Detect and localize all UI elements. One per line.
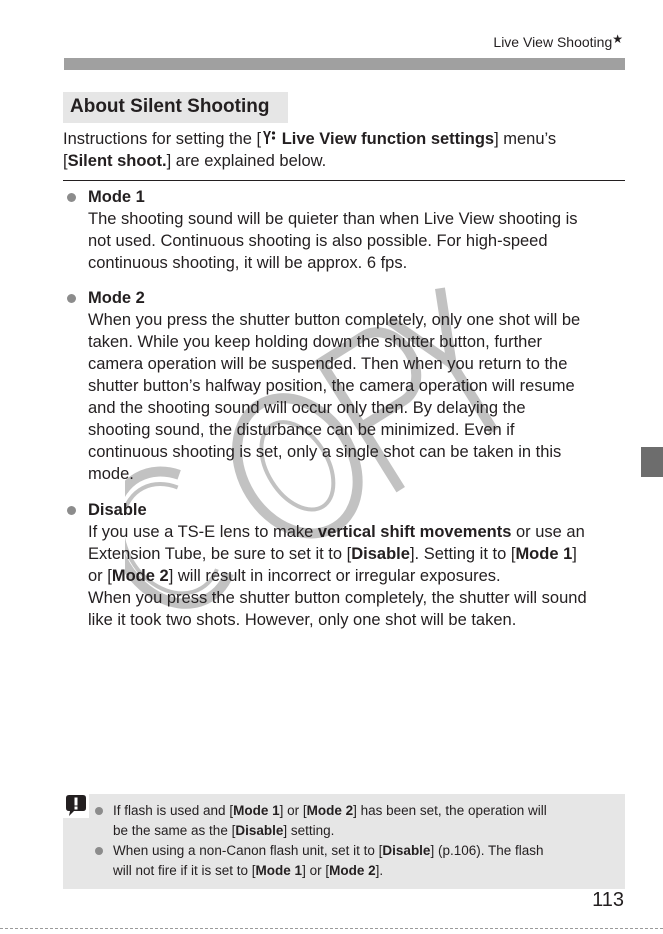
bullet-icon — [67, 193, 76, 202]
running-header-text: Live View Shooting — [493, 34, 613, 50]
item-text-line: shutter button’s halfway position, the camera operation will resume — [88, 377, 575, 395]
star-icon: ★ — [612, 32, 623, 46]
wrench-icon — [261, 130, 277, 145]
item-text-line: like it took two shots. However, only one shot will be taken. — [88, 611, 517, 629]
page-number: 113 — [592, 889, 624, 911]
section-title-tab — [63, 92, 288, 123]
item-text-line: continuous shooting, it will be approx. 6 fps. — [88, 254, 408, 272]
bullet-icon — [95, 847, 103, 855]
item-text-line: or [Mode 2] will result in incorrect or irregular exposures. — [88, 567, 501, 585]
bullet-icon — [67, 294, 76, 303]
intro-text: Instructions for setting the [ — [63, 130, 262, 148]
item-title: Mode 1 — [88, 188, 145, 206]
section-title: About Silent Shooting — [70, 96, 270, 117]
running-header — [493, 34, 623, 50]
item-text-line: mode. — [88, 465, 134, 483]
item-text-line: If you use a TS-E lens to make vertical shift movements or use an — [88, 523, 585, 541]
bullet-icon — [95, 807, 103, 815]
bottom-rule — [0, 928, 663, 929]
caution-text-line: will not fire if it is set to [Mode 1] or [Mode 2]. — [113, 862, 384, 878]
chapter-side-tab — [641, 447, 663, 477]
intro-paragraph — [63, 128, 633, 172]
item-text-line: The shooting sound will be quieter than when Live View shooting is — [88, 210, 578, 228]
intro-text: [ — [63, 152, 68, 170]
item-text-line: continuous shooting is set, only a single shot can be taken in this — [88, 443, 562, 461]
caution-text-line: When using a non-Canon flash unit, set it to [Disable] (p.106). The flash — [113, 843, 544, 858]
divider — [63, 180, 625, 181]
header-bar — [64, 58, 625, 70]
caution-icon — [63, 794, 89, 818]
item-body — [88, 309, 633, 485]
item-text-line: and the shooting sound will occur only then. By delaying the — [88, 399, 526, 417]
item-text-line: When you press the shutter button completely, only one shot will be — [88, 311, 581, 329]
item-body — [88, 208, 633, 274]
item-title: Mode 2 — [88, 289, 145, 307]
intro-menu-name: Live View function settings — [277, 130, 495, 148]
item-title: Disable — [88, 501, 147, 519]
intro-setting-name: Silent shoot. — [67, 152, 167, 170]
caution-text-line: be the same as the [Disable] setting. — [113, 822, 335, 838]
caution-box — [63, 794, 625, 889]
item-text-line: When you press the shutter button completely, the shutter will sound — [88, 589, 587, 607]
item-body — [88, 521, 633, 631]
intro-text: ] are explained below. — [166, 152, 327, 170]
caution-text-line: If flash is used and [Mode 1] or [Mode 2] has been set, the operation will — [113, 803, 547, 818]
item-text-line: shooting sound, the disturbance can be minimized. Even if — [88, 421, 515, 439]
item-text-line: Extension Tube, be sure to set it to [Disable]. Setting it to [Mode 1] — [88, 545, 577, 563]
item-text-line: taken. While you keep holding down the shutter button, further — [88, 333, 543, 351]
item-text-line: not used. Continuous shooting is also possible. For high-speed — [88, 232, 548, 250]
intro-text: ] menu’s — [494, 130, 557, 148]
bullet-icon — [67, 506, 76, 515]
item-text-line: camera operation will be suspended. Then when you return to the — [88, 355, 568, 373]
